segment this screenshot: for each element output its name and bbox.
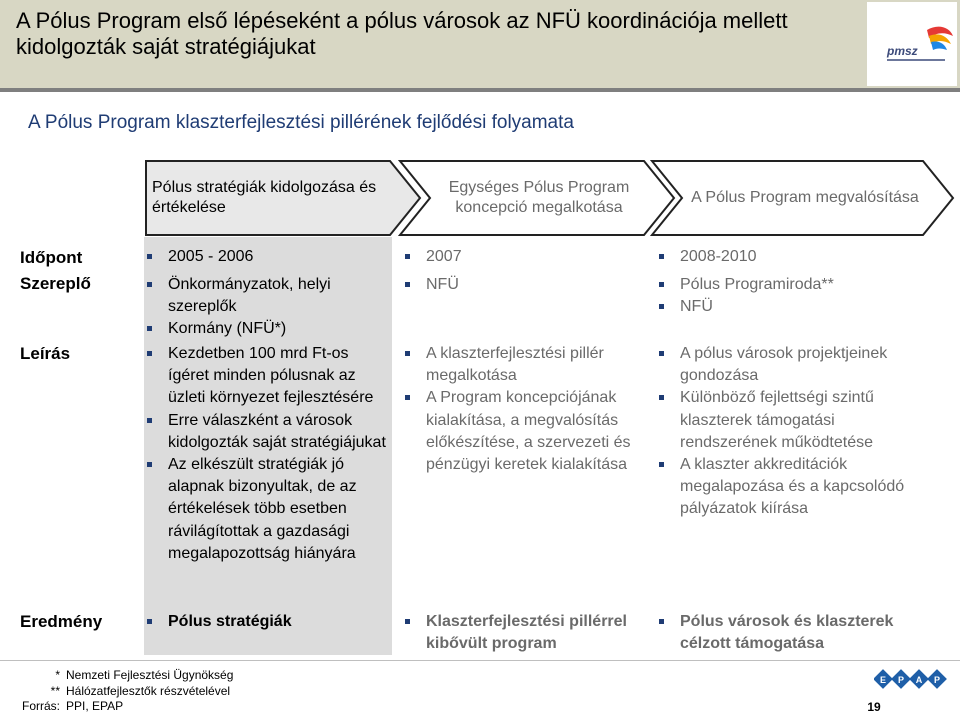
list-item [656, 343, 916, 387]
bullet-icon [659, 395, 664, 400]
footnote-mark: * [55, 668, 60, 682]
phase-2-label: Egységes Pólus Program koncepció megalkotása [448, 179, 630, 216]
list-item-text: A klaszter akkreditációk megalapozása és a kapcsolódó pályázatok kiírása [680, 456, 905, 518]
row-label-szereplo: Szereplő [20, 274, 91, 293]
list-item-text: A Program koncepciójának kialakítása, a megvalósítás előkészítése, a szervezeti és pénzügyi keretek kialakítása [426, 389, 631, 474]
footnote-2 [6, 684, 233, 700]
list-item-text: A pólus városok projektjeinek gondozása [680, 345, 888, 385]
bullet-icon [147, 351, 152, 356]
bullet-icon [405, 282, 410, 287]
col2-szereplo [402, 274, 650, 296]
phase-3 [650, 159, 955, 237]
footnote-mark: ** [50, 683, 60, 698]
section-subtitle: A Pólus Program klaszterfejlesztési pillérének fejlődési folyamata [28, 112, 574, 133]
list-item-text: A klaszterfejlesztési pillér megalkotása [426, 345, 604, 385]
bullet-icon [659, 462, 664, 467]
bullet-icon [405, 351, 410, 356]
footnote-1 [6, 668, 233, 684]
list-item-text: Pólus Programiroda** [680, 276, 834, 293]
list-item [402, 387, 650, 476]
col1-idopont [144, 246, 390, 268]
list-item-text: NFÜ [426, 276, 459, 293]
row-label-leiras: Leírás [20, 344, 71, 363]
list-item-text: Kezdetben 100 mrd Ft-os ígéret minden pólusnak az üzleti környezet fejlesztésére [168, 345, 374, 407]
bullet-icon [405, 619, 410, 624]
epap-logo [874, 666, 948, 694]
pmsz-logo-text: pmsz [887, 44, 918, 58]
list-item [656, 274, 916, 296]
list-item [656, 387, 916, 454]
list-item-text: Az elkészült stratégiák jó alapnak bizonyultak, de az értékelések több esetben rávilágítottak a gazdasági megalapozottság hiányára [168, 456, 357, 562]
footnotes [6, 668, 233, 715]
list-item [144, 274, 390, 318]
list-item-text: 2005 - 2006 [168, 248, 254, 265]
bullet-icon [147, 254, 152, 259]
list-item-text: 2007 [426, 248, 462, 265]
col1-eredmeny [144, 611, 390, 633]
bullet-icon [659, 282, 664, 287]
footnote-source [6, 699, 233, 715]
col3-idopont [656, 246, 916, 268]
bullet-icon [659, 351, 664, 356]
col1-szereplo [144, 274, 390, 341]
svg-text:P: P [933, 675, 941, 685]
list-item-text: NFÜ [680, 298, 713, 316]
list-item-text: 2008-2010 [680, 248, 757, 265]
bullet-icon [659, 254, 664, 259]
svg-text:P: P [897, 675, 905, 685]
bullet-icon [147, 282, 152, 287]
list-item-text: Pólus stratégiák [168, 613, 292, 630]
bullet-icon [659, 304, 664, 309]
epap-logo-graphic [874, 666, 948, 694]
list-item-text: Erre válaszként a városok kidolgozták saját stratégiájukat [168, 411, 386, 451]
list-item-text: Klaszterfejlesztési pillérrel kibővült program [426, 613, 627, 653]
phase-1 [144, 159, 422, 237]
row-label-eredmeny: Eredmény [20, 612, 103, 631]
row-label-idopont: Időpont [20, 248, 83, 267]
footer-rule [0, 660, 960, 661]
list-item [144, 318, 390, 340]
list-item [656, 611, 916, 655]
col3-eredmeny [656, 611, 916, 655]
list-item [656, 454, 916, 521]
svg-text:A: A [915, 675, 923, 685]
list-item [402, 246, 650, 268]
list-item [144, 246, 390, 268]
col2-idopont [402, 246, 650, 268]
list-item [144, 611, 390, 633]
bullet-icon [405, 254, 410, 259]
list-item [402, 611, 650, 655]
list-item-text: Különböző fejlettségi szintű klaszterek támogatási rendszerének működtetése [680, 389, 874, 451]
list-item [402, 343, 650, 387]
col2-eredmeny [402, 611, 650, 655]
bullet-icon [147, 326, 152, 331]
phase-2 [398, 159, 676, 237]
header-rule [0, 88, 960, 92]
list-item [144, 454, 390, 565]
footnote-text: Nemzeti Fejlesztési Ügynökség [66, 668, 234, 682]
list-item [656, 296, 916, 318]
col3-szereplo [656, 274, 916, 318]
phase-3-label: A Pólus Program megvalósítása [691, 189, 919, 206]
list-item [144, 343, 390, 410]
bullet-icon [147, 619, 152, 624]
bullet-icon [405, 395, 410, 400]
list-item-text: Kormány (NFÜ*) [168, 320, 287, 338]
footnote-text: Hálózatfejlesztők részvételével [66, 683, 231, 698]
page-number: 19 [867, 700, 881, 714]
page-title: A Pólus Program első lépéseként a pólus városok az NFÜ koordinációja mellett kidolgozták saját stratégiájukat [16, 8, 788, 59]
list-item-text: Pólus városok és klaszterek célzott támogatása [680, 613, 894, 653]
phase-1-label: Pólus stratégiák kidolgozása és értékelése [152, 179, 377, 216]
col3-leiras [656, 343, 916, 521]
list-item [402, 274, 650, 296]
footnote-mark: Forrás: [21, 699, 60, 713]
bullet-icon [147, 462, 152, 467]
col1-leiras [144, 343, 390, 565]
list-item [656, 246, 916, 268]
pmsz-logo [867, 2, 957, 86]
footnote-text: PPI, EPAP [66, 699, 124, 713]
bullet-icon [147, 418, 152, 423]
bullet-icon [659, 619, 664, 624]
col2-leiras [402, 343, 650, 476]
list-item-text: Önkormányzatok, helyi szereplők [168, 276, 331, 316]
list-item [144, 410, 390, 454]
svg-text:E: E [879, 675, 887, 685]
